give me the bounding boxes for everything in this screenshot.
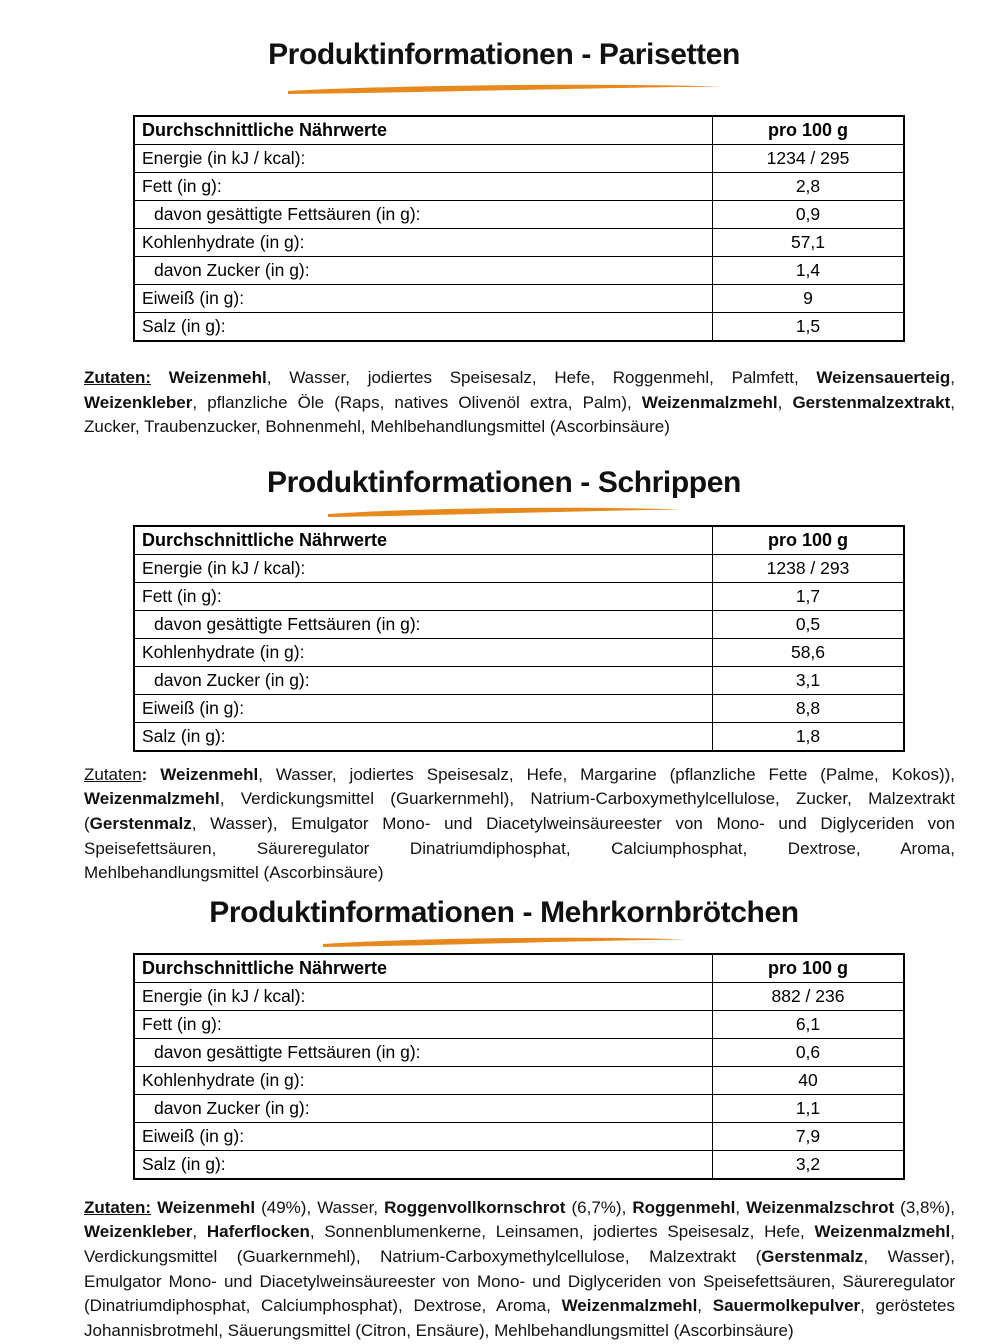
title-underline-stroke — [0, 505, 1008, 518]
table-body — [134, 554, 904, 751]
table-row — [134, 1010, 904, 1038]
ingredient-segment: , Wasser), Emulgator Mono- und Diacetylweinsäureester von Mono- und Diglyceriden von Speisefettsäuren, Säureregulator Dinatriumdiphosphat, Calciumphosphat, Dextrose, Aroma, Mehlbehandlungsmittel (Ascorbinsäure) — [84, 813, 955, 883]
table-header-row — [134, 116, 904, 145]
table-row — [134, 722, 904, 751]
nutrient-value: 3,2 — [713, 1150, 905, 1179]
product-section — [0, 466, 1008, 886]
nutrient-label: Energie (in kJ / kcal): — [134, 554, 713, 582]
ingredient-segment: , — [950, 368, 955, 387]
nutrient-label: Fett (in g): — [134, 582, 713, 610]
nutrient-label: Salz (in g): — [134, 313, 713, 342]
nutrient-label: Salz (in g): — [134, 722, 713, 751]
ingredient-segment: , Verdickungsmittel (Guarkernmehl), Natrium-Carboxymethylcellulose, Zucker, Malzextrakt ( — [84, 789, 955, 833]
section-title: Produktinformationen - Schrippen — [267, 465, 741, 499]
ingredient-segment: , Verdickungsmittel (Guarkernmehl), Natrium-Carboxymethylcellulose, Malzextrakt ( — [84, 1222, 955, 1266]
ingredient-segment — [151, 368, 169, 387]
ingredient-segment: Weizenkleber — [84, 392, 193, 412]
nutrient-value: 1,7 — [713, 582, 905, 610]
section-title: Produktinformationen - Mehrkornbrötchen — [209, 895, 799, 929]
nutrient-label: Energie (in kJ / kcal): — [134, 145, 713, 173]
table-header-nutrients: Durchschnittliche Nährwerte — [134, 116, 713, 145]
ingredient-segment: , Wasser, jodiertes Speisesalz, Hefe, Roggenmehl, Palmfett, — [266, 368, 817, 387]
nutrient-label: davon Zucker (in g): — [134, 666, 713, 694]
table-row — [134, 982, 904, 1010]
nutrient-label: Fett (in g): — [134, 1010, 713, 1038]
ingredient-segment: (6,7%), — [565, 1197, 633, 1217]
table-row — [134, 638, 904, 666]
nutrient-label: Fett (in g): — [134, 173, 713, 201]
nutrient-label: Eiweiß (in g): — [134, 1122, 713, 1150]
ingredient-segment: Weizenmalzmehl — [814, 1222, 951, 1242]
nutrient-label: davon Zucker (in g): — [134, 1094, 713, 1122]
nutrient-value: 3,1 — [713, 666, 905, 694]
nutrient-value: 57,1 — [713, 229, 905, 257]
table-row — [134, 229, 904, 257]
table-header-per100g: pro 100 g — [713, 116, 905, 145]
ingredient-segment: , geröstetes Johannisbrotmehl, Säuerungsmittel (Citron, Ensäure), Mehlbehandlungsmittel (Ascorbinsäure) — [84, 1296, 955, 1340]
table-row — [134, 173, 904, 201]
ingredient-segment: , pflanzliche Öle (Raps, natives Olivenöl extra, Palm), — [192, 392, 642, 412]
ingredient-segment: Weizensauerteig — [816, 368, 951, 387]
ingredient-segment: , Zucker, Traubenzucker, Bohnenmehl, Mehlbehandlungsmittel (Ascorbinsäure) — [84, 392, 955, 437]
title-underline-stroke — [0, 935, 1008, 948]
ingredient-segment: , — [777, 392, 793, 412]
table-body — [134, 145, 904, 342]
ingredients-paragraph — [84, 366, 955, 440]
table-row — [134, 1066, 904, 1094]
nutrient-label: Kohlenhydrate (in g): — [134, 229, 713, 257]
nutrition-table — [133, 953, 905, 1180]
nutrient-value: 1,4 — [713, 257, 905, 285]
section-title: Produktinformationen - Parisetten — [268, 38, 740, 71]
ingredient-segment: Weizenmalzmehl — [641, 392, 778, 412]
ingredient-segment: Gerstenmalzextrakt — [792, 392, 951, 412]
nutrient-value: 0,9 — [713, 201, 905, 229]
nutrient-value: 40 — [713, 1066, 905, 1094]
nutrient-value: 1,1 — [713, 1094, 905, 1122]
product-section — [0, 896, 1008, 1344]
nutrient-value: 1238 / 293 — [713, 554, 905, 582]
ingredient-segment: , — [192, 1222, 207, 1242]
ingredient-segment: Weizenmalzschrot — [746, 1197, 895, 1217]
nutrient-value: 58,6 — [713, 638, 905, 666]
nutrient-value: 8,8 — [713, 694, 905, 722]
nutrient-value: 1234 / 295 — [713, 145, 905, 173]
ingredient-segment: , Sonnenblumenkerne, Leinsamen, jodiertes Speisesalz, Hefe, — [309, 1222, 815, 1242]
product-section — [0, 38, 1008, 440]
table-row — [134, 666, 904, 694]
nutrient-label: davon Zucker (in g): — [134, 257, 713, 285]
nutrient-value: 9 — [713, 285, 905, 313]
nutrient-value: 2,8 — [713, 173, 905, 201]
nutrient-value: 7,9 — [713, 1122, 905, 1150]
ingredient-segment: Weizenmehl — [157, 1197, 256, 1217]
table-row — [134, 257, 904, 285]
ingredient-segment: Weizenkleber — [84, 1222, 193, 1242]
brush-stroke-icon — [327, 505, 682, 518]
table-row — [134, 285, 904, 313]
table-row — [134, 201, 904, 229]
ingredient-segment: , — [697, 1296, 713, 1316]
table-header-row — [134, 526, 904, 555]
nutrient-value: 0,6 — [713, 1038, 905, 1066]
ingredient-segment: , Wasser), Emulgator Mono- und Diacetylweinsäureester von Mono- und Diglyceriden von Speisefettsäuren, Säureregulator (Dinatriumdiphosphat, Calciumphosphat), Dextrose, Aroma, — [84, 1246, 955, 1316]
ingredient-segment: Zutaten — [84, 764, 142, 784]
ingredient-segment: Zutaten: — [84, 368, 152, 387]
nutrition-table — [133, 525, 905, 752]
ingredient-segment: Haferflocken — [206, 1222, 310, 1242]
ingredient-segment: , — [735, 1197, 747, 1217]
nutrient-value: 1,5 — [713, 313, 905, 342]
table-header-row — [134, 954, 904, 983]
title-underline-stroke — [0, 82, 1008, 95]
table-row — [134, 554, 904, 582]
table-header-nutrients: Durchschnittliche Nährwerte — [134, 526, 713, 555]
nutrient-label: davon gesättigte Fettsäuren (in g): — [134, 201, 713, 229]
table-row — [134, 145, 904, 173]
table-row — [134, 1094, 904, 1122]
ingredient-segment: (49%), Wasser, — [255, 1197, 385, 1217]
brush-stroke-icon — [287, 82, 722, 95]
ingredient-segment: (3,8%), — [894, 1197, 955, 1217]
nutrient-value: 1,8 — [713, 722, 905, 751]
ingredient-segment: Gerstenmalz — [761, 1246, 864, 1266]
ingredients-paragraph — [84, 763, 955, 886]
table-row — [134, 1122, 904, 1150]
nutrient-label: Eiweiß (in g): — [134, 285, 713, 313]
nutrient-label: davon gesättigte Fettsäuren (in g): — [134, 1038, 713, 1066]
table-header-nutrients: Durchschnittliche Nährwerte — [134, 954, 713, 983]
ingredient-segment: , Wasser, jodiertes Speisesalz, Hefe, Margarine (pflanzliche Fette (Palme, Kokos)), — [258, 764, 955, 784]
ingredient-segment: : — [141, 764, 161, 784]
nutrient-value: 882 / 236 — [713, 982, 905, 1010]
ingredient-segment: Weizenmalzmehl — [84, 789, 220, 809]
table-row — [134, 694, 904, 722]
ingredient-segment: Sauermolkepulver — [712, 1296, 861, 1316]
ingredients-paragraph — [84, 1196, 955, 1344]
table-row — [134, 1150, 904, 1179]
ingredient-segment: Roggenvollkornschrot — [384, 1197, 566, 1217]
ingredient-segment: Gerstenmalz — [89, 813, 192, 833]
ingredient-segment: Weizenmehl — [160, 764, 259, 784]
table-header-per100g: pro 100 g — [713, 954, 905, 983]
ingredient-segment: Zutaten: — [84, 1197, 152, 1217]
nutrient-label: Eiweiß (in g): — [134, 694, 713, 722]
ingredient-segment: Roggenmehl — [632, 1197, 736, 1217]
table-row — [134, 1038, 904, 1066]
ingredient-segment: Weizenmehl — [168, 368, 267, 387]
nutrient-value: 0,5 — [713, 610, 905, 638]
table-row — [134, 610, 904, 638]
nutrient-label: Kohlenhydrate (in g): — [134, 1066, 713, 1094]
nutrient-value: 6,1 — [713, 1010, 905, 1038]
nutrition-table — [133, 115, 905, 342]
nutrient-label: Salz (in g): — [134, 1150, 713, 1179]
nutrient-label: davon gesättigte Fettsäuren (in g): — [134, 610, 713, 638]
table-row — [134, 313, 904, 342]
brush-stroke-icon — [322, 935, 687, 948]
ingredient-segment: Weizenmalzmehl — [561, 1296, 698, 1316]
table-body — [134, 982, 904, 1179]
table-row — [134, 582, 904, 610]
nutrient-label: Kohlenhydrate (in g): — [134, 638, 713, 666]
table-header-per100g: pro 100 g — [713, 526, 905, 555]
nutrient-label: Energie (in kJ / kcal): — [134, 982, 713, 1010]
